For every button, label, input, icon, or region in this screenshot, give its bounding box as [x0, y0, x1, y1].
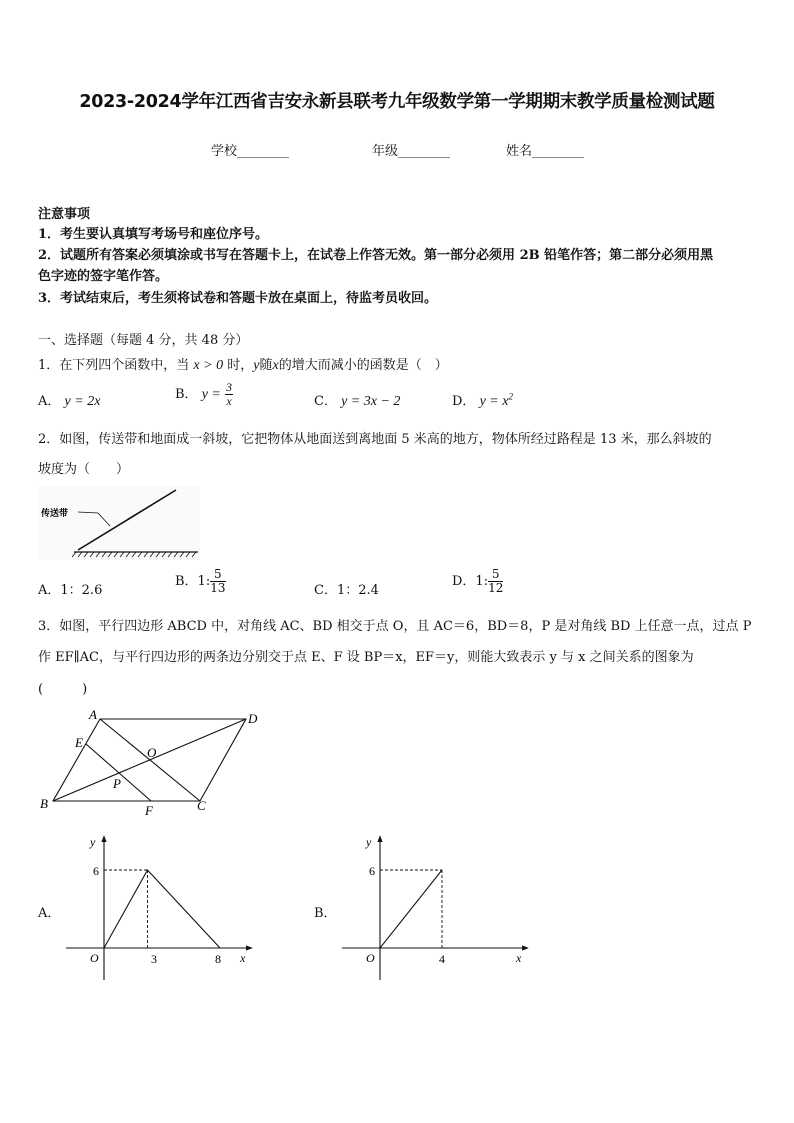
q3-option-a-label[interactable]: A． — [38, 906, 61, 921]
q1-option-d-sup: 2 — [508, 391, 513, 402]
conveyor-label: 传送带 — [41, 508, 69, 518]
q1-var-y: y — [253, 358, 260, 373]
notice-heading: 注意事项 — [38, 207, 91, 222]
q2-option-d-fraction: $\frac{5}{12}$ — [488, 567, 504, 595]
grade-field[interactable]: 年级________ — [372, 144, 451, 159]
notice-item-2: 2．试题所有答案必须填涂或书写在答题卡上，在试卷上作答无效。第一部分必须用 2B 铅笔作答；第二部分必须用黑 — [38, 248, 714, 263]
label-f: F — [145, 803, 153, 818]
graph-a-line — [104, 870, 220, 948]
q1-option-d-expr: y = x — [479, 394, 509, 409]
diagonal-bd — [53, 719, 246, 801]
label-c: C — [197, 798, 206, 813]
graph-a-origin: O — [90, 951, 99, 965]
q1-option-a-expr: y = 2x — [64, 394, 101, 409]
graph-b-x-tick-1: 4 — [439, 952, 445, 966]
page-title: 2023-2024学年江西省吉安永新县联考九年级数学第一学期期末教学质量检测试题 — [79, 92, 715, 112]
q1-option-b[interactable] — [175, 381, 233, 408]
graph-b-origin: O — [366, 951, 375, 965]
label-p: P — [113, 776, 121, 791]
graph-a-x-tick-1: 3 — [151, 952, 157, 966]
q1-option-d-label: D． — [452, 394, 476, 409]
label-a: A — [89, 707, 97, 722]
q3-stem-line3: ( ) — [38, 682, 88, 697]
section-heading: 一、选择题（每题 4 分，共 48 分） — [38, 333, 249, 348]
graph-b-x-label: x — [516, 951, 522, 965]
graph-b-y-tick: 6 — [369, 864, 375, 878]
graph-a-x-label: x — [240, 951, 246, 965]
graph-a[interactable] — [62, 832, 262, 982]
q1-option-a[interactable] — [38, 390, 100, 410]
label-d: D — [248, 711, 258, 726]
notice-item-3: 3．考试结束后，考生须将试卷和答题卡放在桌面上，待监考员收回。 — [38, 291, 438, 306]
label-o: O — [147, 745, 157, 760]
q2-option-c[interactable]: C．1：2.4 — [314, 583, 379, 598]
q1-condition: x > 0 — [193, 358, 224, 373]
conveyor-figure — [38, 486, 200, 560]
school-field[interactable]: 学校________ — [211, 144, 290, 159]
q1-option-a-label: A． — [38, 394, 61, 409]
q1-option-d[interactable] — [452, 390, 513, 410]
q2-option-d[interactable] — [452, 568, 503, 595]
graph-a-x-tick-2: 8 — [215, 952, 221, 966]
graph-a-y-tick: 6 — [93, 864, 99, 878]
q3-option-b-label[interactable]: B． — [314, 906, 337, 921]
q1-stem-a: 1．在下列四个函数中，当 — [38, 358, 190, 373]
q1-stem-b: 时， — [227, 358, 254, 373]
q1-var-x: x — [272, 358, 279, 373]
notice-item-1: 1．考生要认真填写考场号和座位序号。 — [38, 227, 269, 242]
label-e: E — [75, 735, 83, 750]
q1-stem — [38, 354, 448, 374]
q1-option-b-fraction: $\frac{3}{x}$ — [226, 380, 233, 408]
q1-option-c-expr: y = 3x − 2 — [341, 394, 401, 409]
q2-stem-line2: 坡度为（ ） — [38, 462, 130, 477]
q2-option-b-label: B．1: — [175, 574, 211, 589]
q1-option-b-lhs: y = — [201, 387, 221, 402]
q1-option-c-label: C． — [314, 394, 337, 409]
q3-stem-line1: 3．如图，平行四边形 ABCD 中，对角线 AC、BD 相交于点 O，且 AC＝6，BD＝8，P 是对角线 BD 上任意一点，过点 P — [38, 619, 752, 634]
graph-b-y-label: y — [366, 835, 372, 849]
q2-stem-line1: 2．如图，传送带和地面成一斜坡，它把物体从地面送到离地面 5 米高的地方，物体所经过路程是 13 米，那么斜坡的 — [38, 432, 712, 447]
label-b: B — [40, 796, 48, 811]
q2-option-d-label: D．1: — [452, 574, 489, 589]
q2-option-a[interactable]: A．1：2.6 — [38, 583, 103, 598]
q3-stem-line2: 作 EF∥AC，与平行四边形的两条边分别交于点 E、F 设 BP＝x，EF＝y，则能大致表示 y 与 x 之间关系的图象为 — [38, 650, 694, 665]
q1-option-c[interactable] — [314, 390, 400, 410]
q1-stem-c: 随 — [259, 358, 273, 373]
name-field[interactable]: 姓名________ — [506, 144, 585, 159]
graph-b-line — [380, 870, 442, 948]
notice-item-2-cont: 色字迹的签字笔作答。 — [38, 269, 169, 284]
q2-option-b-fraction: $\frac{5}{13}$ — [210, 567, 226, 595]
graph-b[interactable] — [338, 832, 538, 982]
parallelogram-figure — [36, 704, 268, 820]
q1-option-b-label: B． — [175, 387, 198, 402]
graph-a-y-label: y — [90, 835, 96, 849]
q1-stem-d: 的增大而减小的函数是（ ） — [278, 358, 448, 373]
q2-option-b[interactable] — [175, 568, 226, 595]
